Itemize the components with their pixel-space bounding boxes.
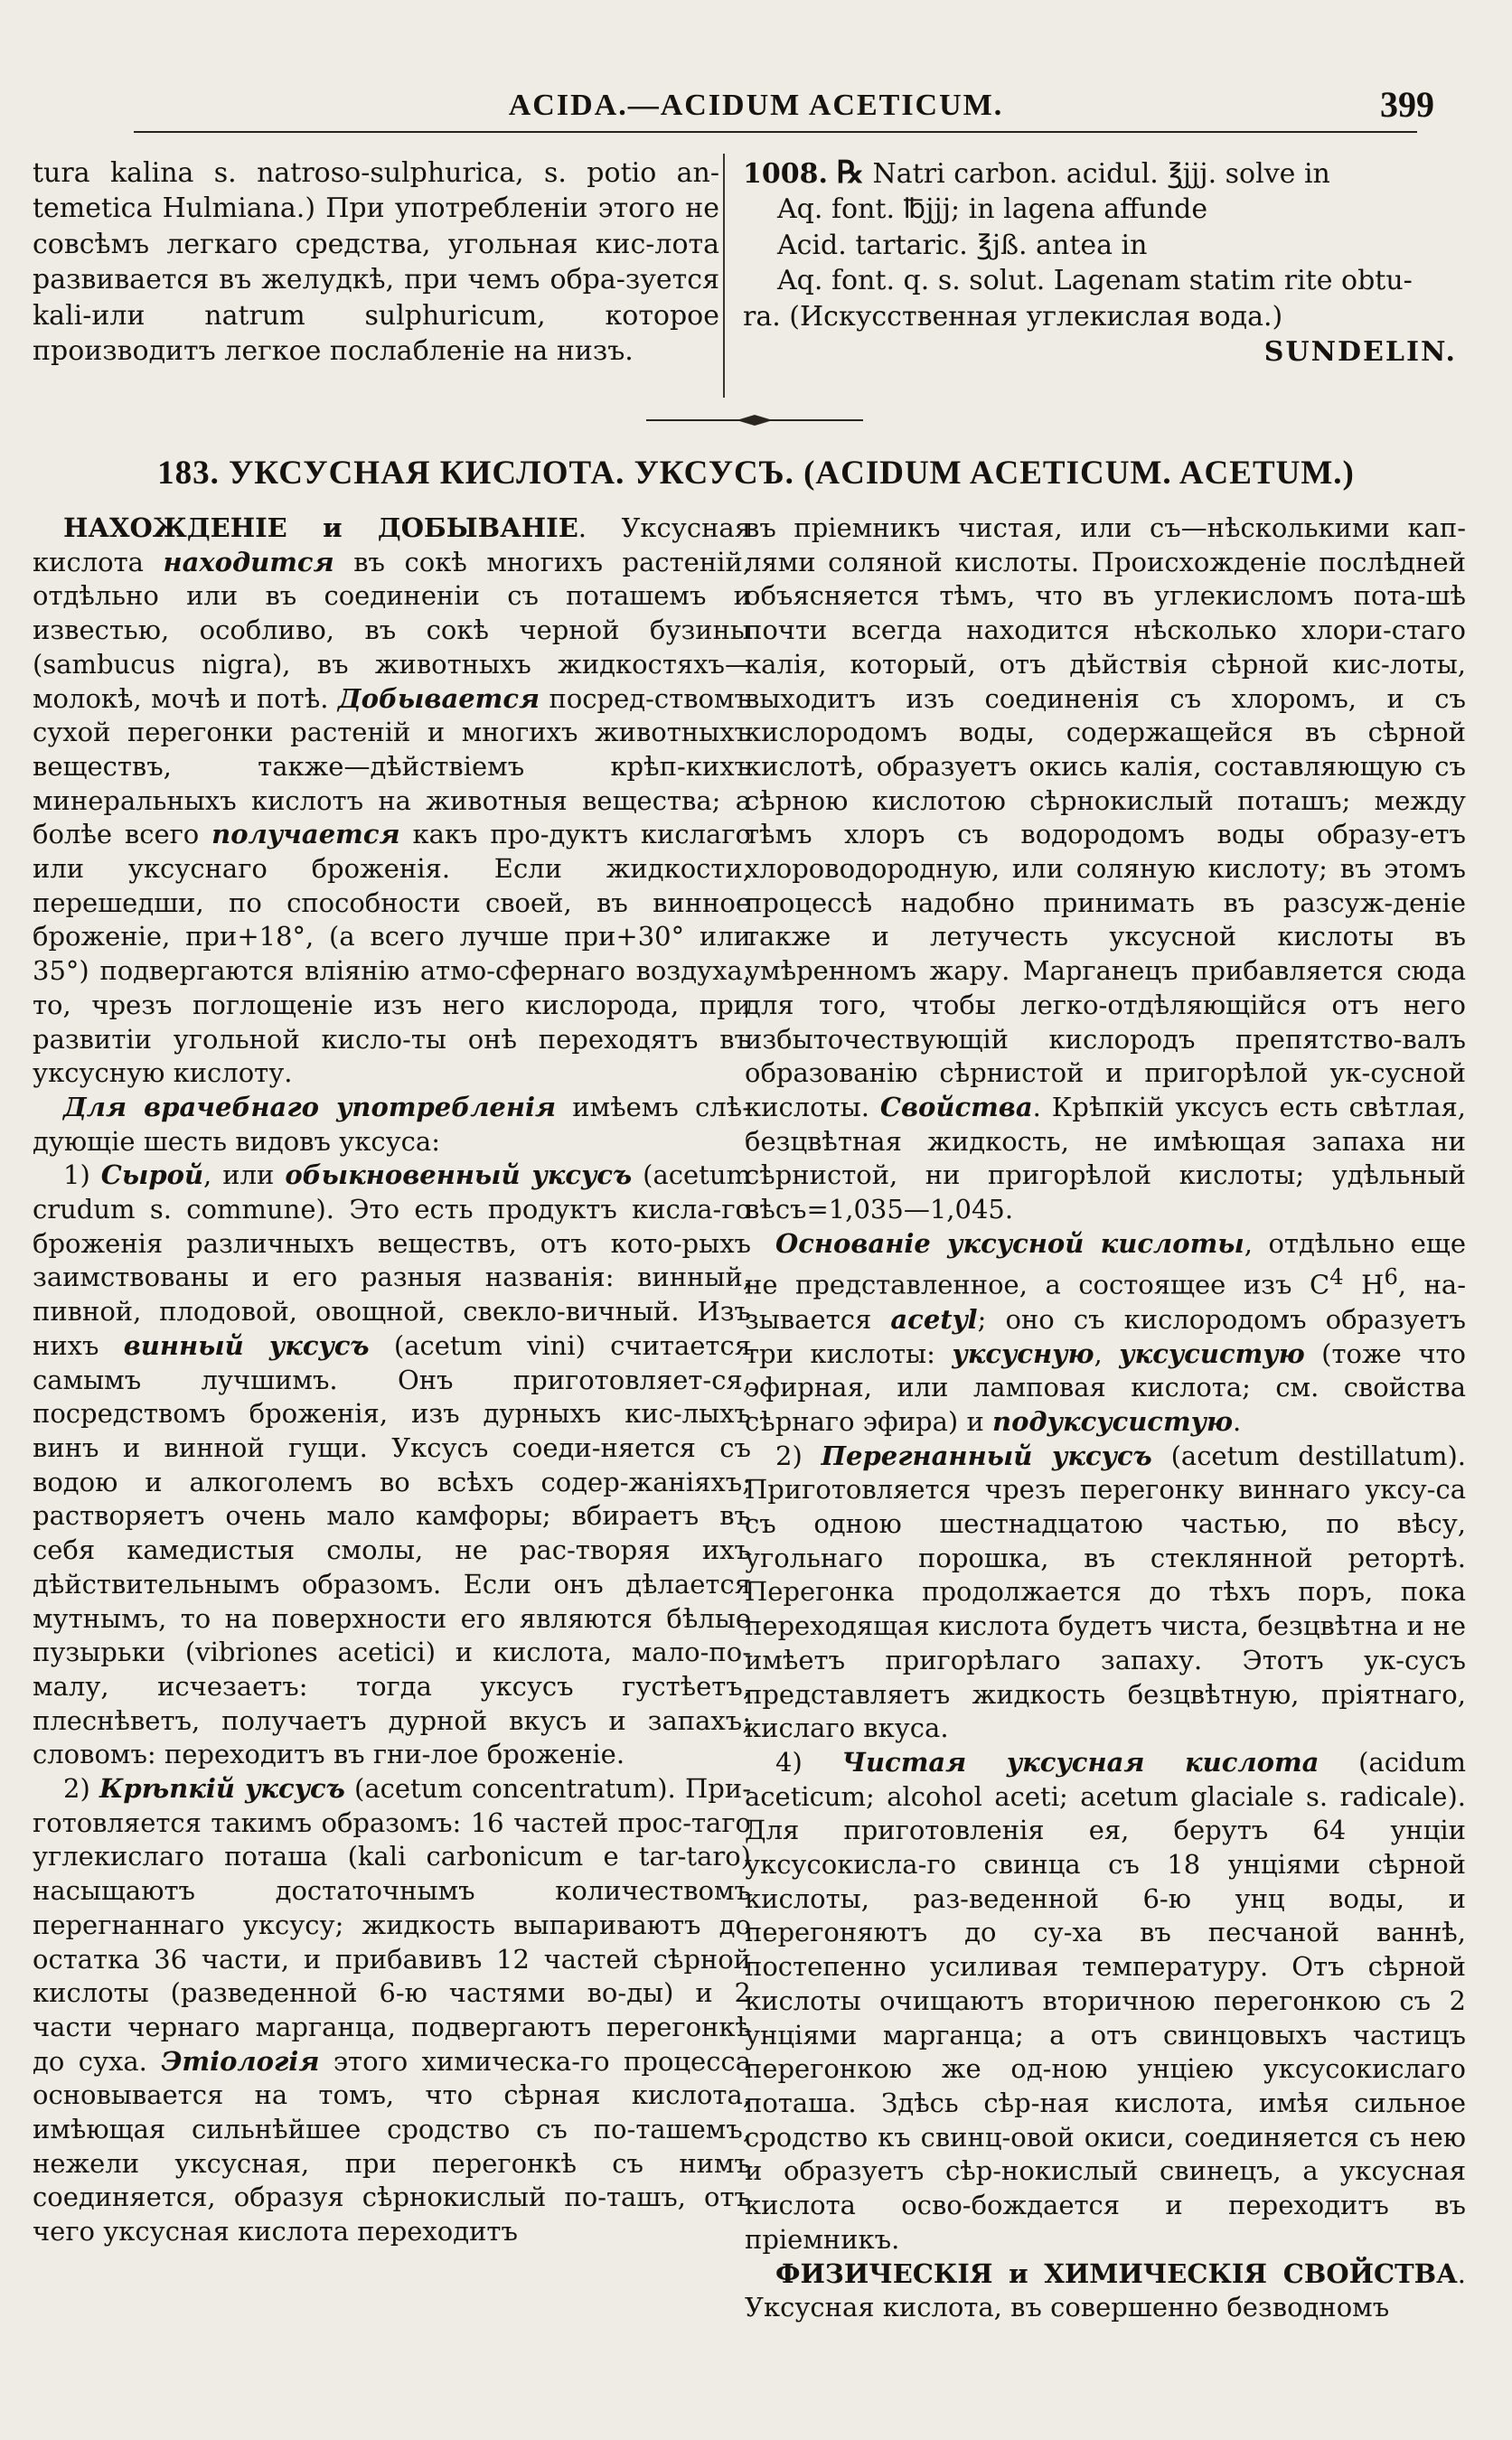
prescription-line: Aq. font. ℔jjj; in lagena affunde [777,193,1208,226]
prescription-line: Natri carbon. acidul. ℥jjj. solve in [872,158,1330,190]
right-column [745,511,1466,2325]
running-header: ACIDA.—ACIDUM ACETICUM. [508,89,1004,122]
fragment-paragraph: tura kalina s. natroso-sulphurica, s. potio an-temetica Hulmiana.) При употребленіи этого не совсѣмъ легкаго средства, угольная кис-лота развивается въ желудкѣ, при чемъ обра-зуется kali-или natrum sulphuricum, которое производитъ легкое послабленіе на низъ. [33,157,719,368]
paragraph: ФИЗИЧЕСКІЯ и ХИМИЧЕСКІЯ СВОЙСТВА. Уксусная кислота, въ совершенно безводномъ [745,2257,1466,2323]
prescription-block [743,155,1457,370]
paragraph: 2) Крѣпкій уксусъ (acetum concentratum). При-готовляется такимъ образомъ: 16 частей прос-таго углекислаго поташа (kali carbonicum e tar-taro) насыщаютъ достаточнымъ количествомъ перегнаннаго уксусу; жидкость выпариваютъ до остатка 36 части, и прибавивъ 12 частей сѣрной кислоты (разведенной 6-ю частями во-ды) и 2 части чернаго марганца, подвергаютъ перегонкѣ до суха. Этіологія этого химическа-го процесса основывается на томъ, что сѣрная кислота, имѣющая сильнѣйшее сродство съ по-ташемъ, нежели уксусная, при перегонкѣ съ нимъ соединяется, образуя сѣрнокислый по-ташъ, отъ чего уксусная кислота переходитъ [33,1773,752,2248]
prescription-line: ra. (Искусственная углекислая вода.) [743,300,1283,333]
column-separator [723,154,725,398]
paragraph: 1) Сырой, или обыкновенный уксусъ (acetum crudum s. commune). Это есть продуктъ кисла-го броженія различныхъ веществъ, отъ кото-рыхъ заимствованы и его разныя названія: винный, пивной, плодовой, овощной, свекло-вичный. Изъ нихъ винный уксусъ (acetum vini) считается самымъ лучшимъ. Онъ приготовляет-ся, посредствомъ броженія, изъ дурныхъ кис-лыхъ винъ и винной гущи. Уксусъ соеди-няется съ водою и алкоголемъ во всѣхъ содер-жаніяхъ; растворяетъ очень мало камфоры; вбираетъ въ себя камедистыя смолы, не рас-творяя ихъ дѣйствительнымъ образомъ. Если онъ дѣлается мутнымъ, то на поверхности его являются бѣлые пузырьки (vibriones acetici) и кислота, мало-по-малу, исчезаетъ: тогда уксусъ густѣетъ, плеснѣветъ, получаетъ дурной вкусъ и запахъ; словомъ: переходитъ въ гни-лое броженіе. [33,1159,751,1770]
page-number: 399 [1380,84,1434,125]
paragraph: НАХОЖДЕНІЕ и ДОБЫВАНІЕ. Уксусная кислота находится въ сокѣ многихъ растеній, отдѣльно или въ соединеніи съ поташемъ и известью, особливо, въ сокѣ черной бузины (sambucus nigra), въ животныхъ жидкостяхъ— молокѣ, мочѣ и потѣ. Добывается посред-ствомъ сухой перегонки растеній и многихъ животныхъ веществъ, также—дѣйствіемъ крѣп-кихъ минеральныхъ кислотъ на животныя вещества; а болѣе всего получается какъ про-дуктъ кислаго или уксуснаго броженія. Если жидкости, перешедши, по способности своей, въ винное броженіе, при+18°, (а всего лучше при+30° или 35°) подвергаются вліянію атмо-сфернаго воздуха, то, чрезъ поглощеніе изъ него кислорода, при развитіи угольной кисло-ты онѣ переходятъ въ уксусную кислоту. [33,512,751,1089]
prescription-number: 1008. [743,158,828,190]
header-rule [134,131,1417,133]
left-column [33,511,751,2249]
paragraph: 2) Перегнанный уксусъ (acetum destillatum). Приготовляется чрезъ перегонку виннаго уксу-са съ одною шестнадцатою частью, по вѣсу, угольнаго порошка, въ стеклянной ретортѣ. Перегонка продолжается до тѣхъ поръ, пока переходящая кислота будетъ чиста, безцвѣтна и не имѣетъ пригорѣлаго запаху. Этотъ ук-сусъ представляетъ жидкость безцвѣтную, пріятнаго, кислаго вкуса. [745,1440,1467,1744]
paragraph: Основаніе уксусной кислоты, отдѣльно еще не представленное, а состоящее изъ $C^4$ $H^6$, на-зывается acetyl; оно съ кислородомъ образуетъ три кислоты: уксусную, уксусистую (тоже что эфирная, или ламповая кислота; см. свойства сѣрнаго эфира) и подуксусистую. [745,1227,1466,1437]
paragraph: Для врачебнаго употребленія имѣемъ слѣ-дующіе шесть видовъ уксуса: [33,1091,751,1157]
paragraph: 4) Чистая уксусная кислота (acidum aceticum; alcohol aceti; acetum glaciale s. radicale). Для приготовленія ея, берутъ 64 унціи уксусокисла-го свинца съ 18 унціями сѣрной кислоты, раз-веденной 6-ю унц воды, и перегоняютъ до су-ха въ песчаной ваннѣ, постепенно усиливая температуру. Отъ сѣрной кислоты очищаютъ вторичною перегонкою съ 2 унціями марганца; а отъ свинцовыхъ частицъ перегонкою же од-ною унціею уксусокислаго поташа. Здѣсь сѣр-ная кислота, имѣя сильное сродство къ свинц-овой окиси, соединяется съ нею и образуетъ сѣр-нокислый свинецъ, а уксусная кислота осво-бождается и переходитъ въ пріемникъ. [745,1746,1467,2255]
section-title: 183. УКСУСНАЯ КИСЛОТА. УКСУСЪ. (ACIDUM ACETICUM. ACETUM.) [157,455,1355,492]
prescription-line: Acid. tartaric. ℥jß. antea in [777,229,1148,261]
ornamental-divider [646,414,863,427]
prescription-signature: SUNDELIN. [1263,336,1457,369]
rx-symbol: ℞ [836,155,864,191]
paragraph: въ пріемникъ чистая, или съ—нѣсколькими кап-лями соляной кислоты. Происхожденіе послѣдней объясняется тѣмъ, что въ углекисломъ пота-шѣ почти всегда находится нѣсколько хлори-стаго калія, который, отъ дѣйствія сѣрной кис-лоты, выходитъ изъ соединенія съ хлоромъ, и съ кислородомъ воды, содержащейся въ сѣрной кислотѣ, образуетъ окись калія, составляющую съ сѣрною кислотою сѣрнокислый поташъ; между тѣмъ хлоръ съ водородомъ воды образу-етъ хлороводородную, или соляную кислоту; въ этомъ процессѣ надобно принимать въ разсуж-деніе также и летучесть уксусной кислоты въ умѣренномъ жару. Марганецъ прибавляется сюда для того, чтобы легко-отдѣляющійся отъ него избыточествующій кислородъ препятство-валъ образованію сѣрнистой и пригорѣлой ук-сусной кислоты. Свойства. Крѣпкій уксусъ есть свѣтлая, безцвѣтная жидкость, не имѣющая запаха ни сѣрнистой, ни пригорѣлой кислоты; удѣльный вѣсъ=1,035—1,045. [745,512,1467,1225]
continued-text-fragment [33,155,719,369]
prescription-line: Aq. font. q. s. solut. Lagenam statim rite obtu- [777,265,1413,297]
